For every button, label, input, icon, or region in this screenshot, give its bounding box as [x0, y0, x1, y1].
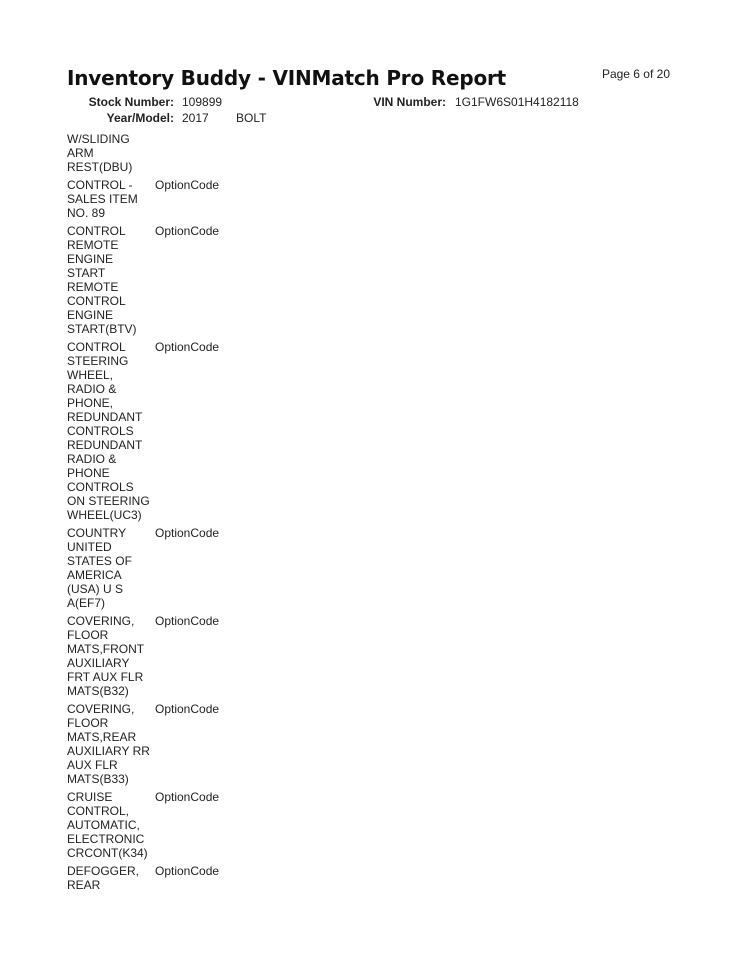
option-description: CRUISE CONTROL, AUTOMATIC, ELECTRONIC CRCONT(K34)	[67, 790, 148, 860]
option-description: CONTROL REMOTE ENGINE START REMOTE CONTROL ENGINE START(BTV)	[67, 224, 137, 336]
option-description: DEFOGGER, REAR	[67, 864, 140, 892]
report-title: Inventory Buddy - VINMatch Pro Report	[67, 66, 507, 90]
year-model-label: Year/Model:	[106, 111, 174, 125]
page-number: Page 6 of 20	[601, 67, 670, 81]
option-row	[67, 790, 267, 860]
option-type: OptionCode	[155, 340, 220, 354]
year-value: 2017	[182, 111, 209, 125]
option-description: COVERING, FLOOR MATS,FRONT AUXILIARY FRT AUX FLR MATS(B32)	[67, 614, 145, 698]
option-description: COUNTRY UNITED STATES OF AMERICA (USA) U S A(EF7)	[67, 526, 132, 610]
vin-number-value: 1G1FW6S01H4182118	[455, 95, 579, 109]
option-row	[67, 224, 267, 336]
option-row	[67, 340, 267, 522]
option-type: OptionCode	[155, 178, 220, 192]
option-row	[67, 864, 267, 892]
option-type: OptionCode	[155, 864, 220, 878]
option-row	[67, 526, 267, 610]
option-type: OptionCode	[155, 614, 220, 628]
option-description: COVERING, FLOOR MATS,REAR AUXILIARY RR AUX FLR MATS(B33)	[67, 702, 150, 786]
vin-number-label: VIN Number:	[373, 95, 446, 109]
stock-number-value: 109899	[182, 95, 223, 109]
stock-number-label: Stock Number:	[88, 95, 174, 109]
option-description: CONTROL STEERING WHEEL, RADIO & PHONE, REDUNDANT CONTROLS REDUNDANT RADIO & PHONE CONTROLS ON STEERING WHEEL(UC3)	[67, 340, 150, 522]
option-type: OptionCode	[155, 224, 220, 238]
option-description: W/SLIDING ARM REST(DBU)	[67, 132, 133, 174]
option-type: OptionCode	[155, 526, 220, 540]
option-type: OptionCode	[155, 790, 220, 804]
option-description: CONTROL - SALES ITEM NO. 89	[67, 178, 138, 220]
option-row	[67, 178, 267, 220]
option-row	[67, 132, 267, 174]
option-list	[67, 132, 267, 896]
option-type: OptionCode	[155, 702, 220, 716]
option-row	[67, 614, 267, 698]
model-value: BOLT	[236, 111, 267, 125]
option-row	[67, 702, 267, 786]
